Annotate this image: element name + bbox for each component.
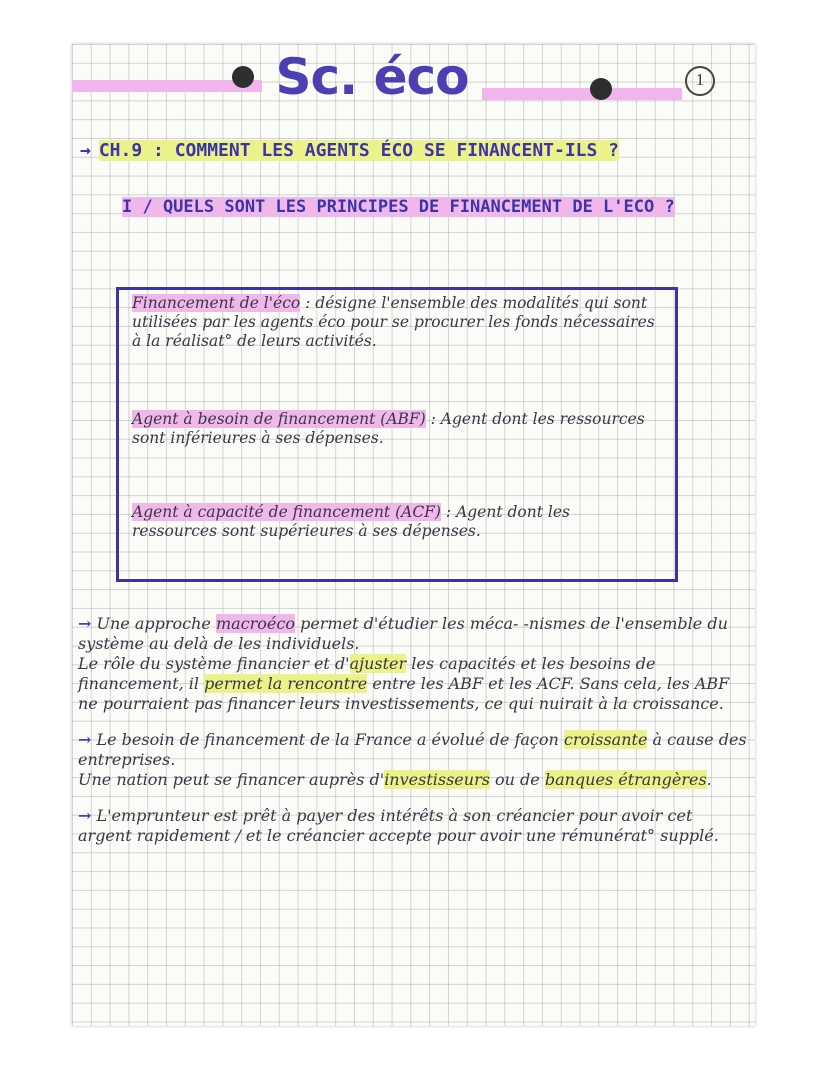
definition-financement [132, 294, 657, 351]
definition-term: Financement de l'éco [132, 294, 301, 312]
title-highlight-right [482, 88, 682, 100]
text-span: ou de [489, 770, 545, 789]
highlight-term: banques étrangères [544, 770, 707, 789]
text-span: Une approche [96, 614, 216, 633]
text-span: Le besoin de financement de la France a évolué de façon [96, 730, 564, 749]
definition-acf [132, 503, 657, 541]
text-span: permet d'étudier les méca- -nismes de l'ensemble du système au delà de les individuels. [78, 614, 728, 653]
page-title: Sc. éco [275, 48, 469, 106]
text-span: L'emprunteur est prêt à payer des intérêts à son créancier pour avoir cet argent rapidement / et le créancier accepte pour avoir une rémunérat° supplé. [78, 806, 719, 845]
text-span: à cause des entreprises. [78, 730, 747, 769]
paragraph-emprunteur [78, 806, 750, 846]
highlight-term: croissante [563, 730, 648, 749]
text-span: Une nation peut se financer auprès d' [78, 770, 385, 789]
definition-body: : Agent dont les ressources sont supérieures à ses dépenses. [132, 503, 570, 540]
punch-hole-left [232, 66, 254, 88]
arrow-icon: → [78, 806, 92, 825]
punch-hole-right [590, 78, 612, 100]
text-span: les capacités et les besoins de financement, il [78, 654, 656, 693]
definition-body: : désigne l'ensemble des modalités qui sont utilisées par les agents éco pour se procurer les fonds nécessaires à la réalisat° de leurs activités. [132, 294, 655, 350]
paragraph-besoin-france [78, 730, 750, 770]
notes-body [78, 614, 750, 846]
highlight-term: permet la rencontre [204, 674, 368, 693]
definition-term: Agent à capacité de financement (ACF) [132, 503, 441, 521]
section-heading [122, 196, 702, 218]
paragraph-nation [78, 770, 750, 790]
spacer [78, 714, 750, 730]
highlight-term: macroéco [215, 614, 295, 633]
section-title: I / QUELS SONT LES PRINCIPES DE FINANCEMENT DE L'ECO ? [122, 197, 675, 217]
text-span: . [706, 770, 712, 789]
definition-abf [132, 410, 657, 448]
arrow-icon: → [78, 730, 92, 749]
chapter-heading [80, 140, 755, 161]
text-span: entre les ABF et les ACF. Sans cela, les ABF ne pourraient pas financer leurs investissements, ce qui nuirait à la croissance. [78, 674, 730, 713]
spacer [78, 790, 750, 806]
arrow-icon: → [78, 614, 92, 633]
definition-term: Agent à besoin de financement (ABF) [132, 410, 426, 428]
chapter-title: CH.9 : COMMENT LES AGENTS ÉCO SE FINANCENT-ILS ? [98, 140, 620, 161]
text-span: Le rôle du système financier et d' [78, 654, 350, 673]
highlight-term: investisseurs [384, 770, 490, 789]
notebook-page [72, 44, 755, 1026]
paragraph-macroeco [78, 614, 750, 654]
page-number: 1 [685, 66, 715, 96]
arrow-icon: → [80, 140, 91, 161]
paragraph-role-systeme [78, 654, 750, 714]
definition-body: : Agent dont les ressources sont inférieures à ses dépenses. [132, 410, 645, 447]
highlight-term: ajuster [349, 654, 407, 673]
